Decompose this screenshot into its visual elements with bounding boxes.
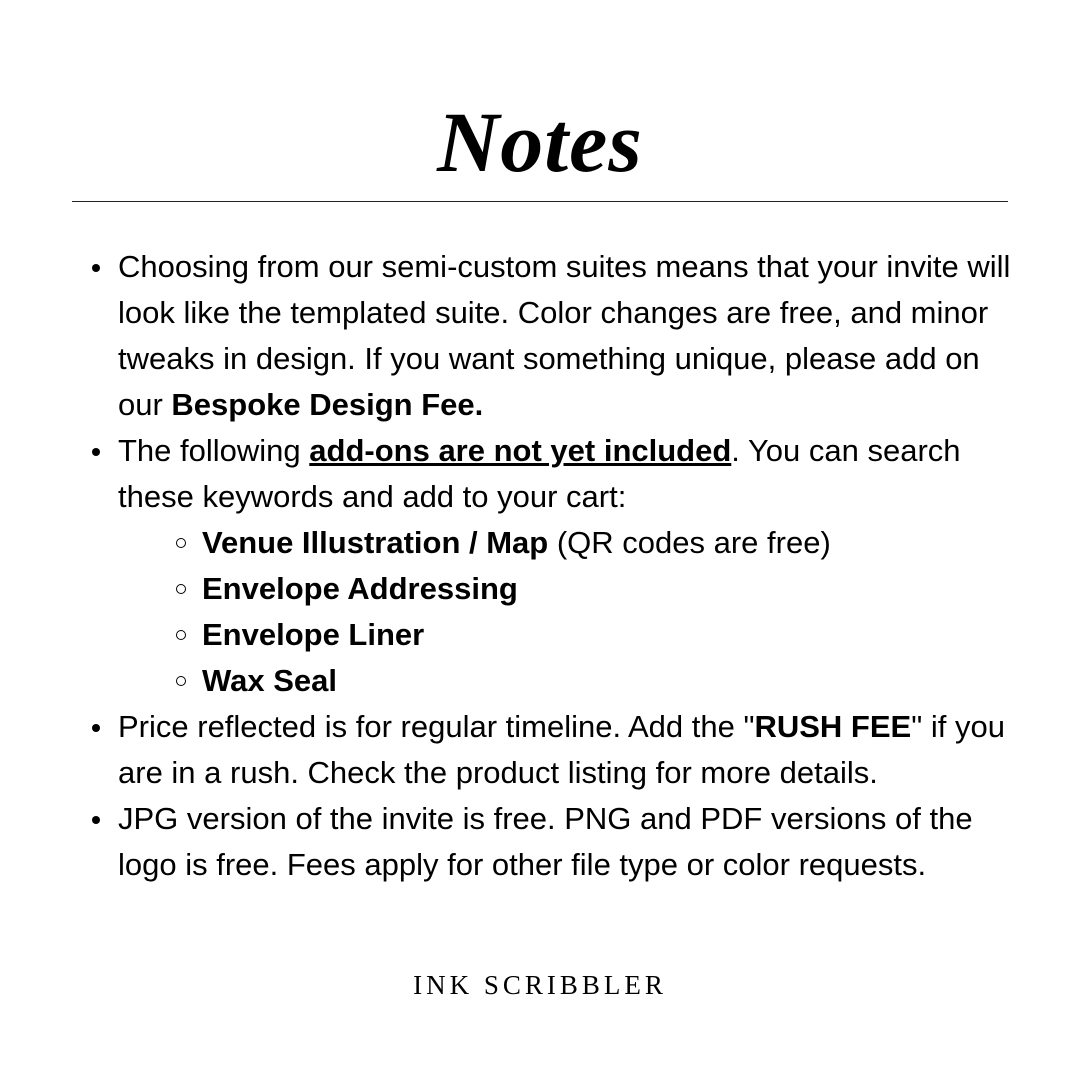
brand-footer: INK SCRIBBLER [413, 970, 667, 1000]
addon-item [118, 612, 1020, 658]
list-item [90, 704, 1020, 796]
addon-name: Envelope Liner [202, 617, 425, 652]
item-text: Price reflected is for regular timeline. Add the " [118, 709, 755, 744]
addon-note: (QR codes are free) [548, 525, 831, 560]
notes-list [90, 244, 1020, 888]
item-bold: RUSH FEE [754, 709, 912, 744]
addons-list [118, 520, 1020, 704]
addon-name: Wax Seal [202, 663, 337, 698]
list-item [90, 244, 1020, 428]
divider [72, 201, 1008, 202]
item-text: . You can search these keywords and add to your cart: [118, 433, 961, 514]
list-item [90, 428, 1020, 704]
item-text: " if you are in a rush. Check the product listing for more details. [118, 709, 1005, 790]
addon-name: Venue Illustration / Map [202, 525, 549, 560]
item-emphasis: add-ons are not yet included [309, 433, 732, 468]
addon-name: Envelope Addressing [202, 571, 518, 606]
addon-item [118, 566, 1020, 612]
page-title: Notes [437, 94, 643, 190]
item-text: Choosing from our semi-custom suites means that your invite will look like the templated suite. Color changes are free, and minor tweaks in design. If you want something unique, please add on our [118, 249, 1011, 422]
item-text: JPG version of the invite is free. PNG and PDF versions of the logo is free. Fees apply for other file type or color requests. [118, 801, 973, 882]
addon-item [118, 658, 1020, 704]
list-item [90, 796, 1020, 888]
item-text: The following [118, 433, 310, 468]
addon-item [118, 520, 1020, 566]
item-bold: Bespoke Design Fee. [171, 387, 484, 422]
